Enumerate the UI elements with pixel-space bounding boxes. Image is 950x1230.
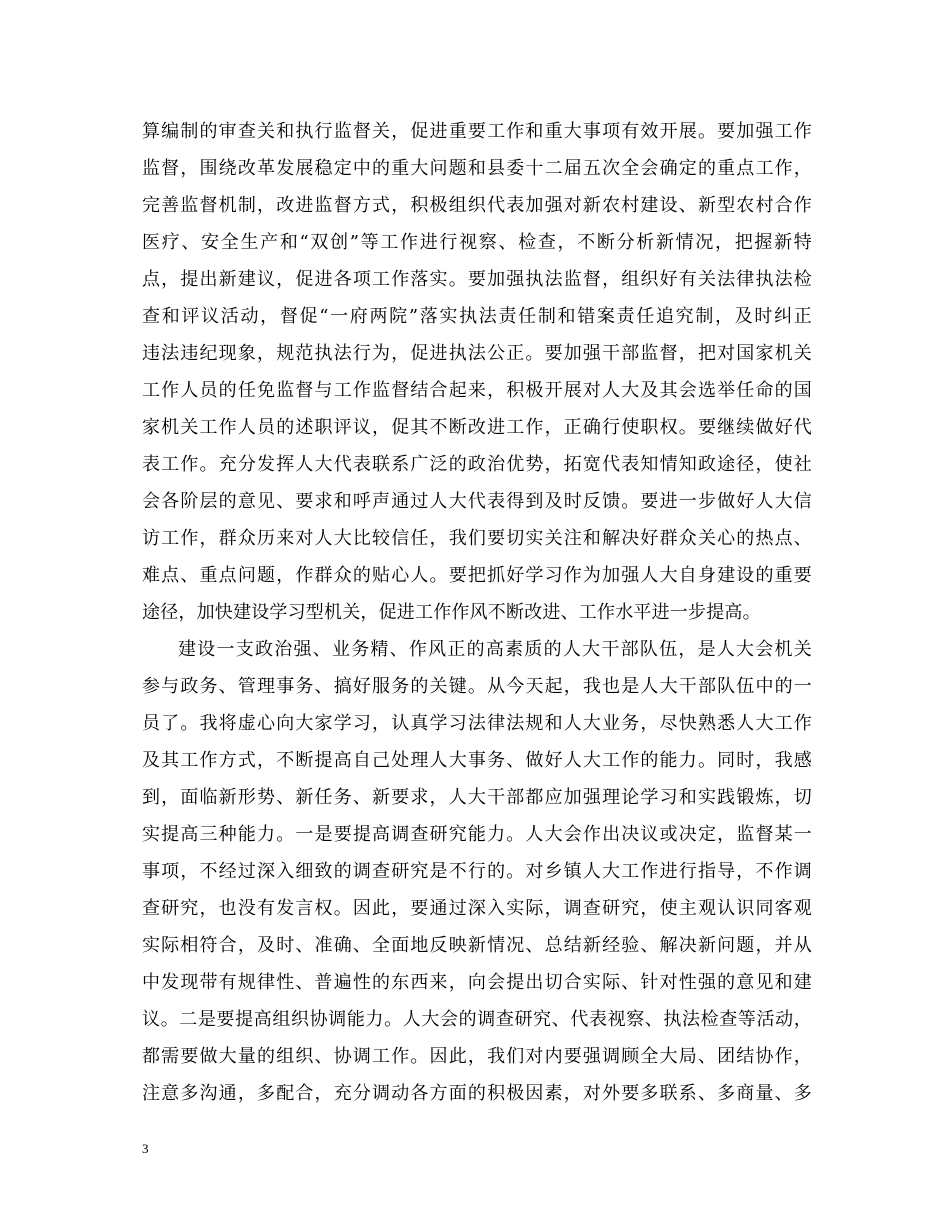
- text-line: 监督，围绕改革发展稳定中的重大问题和县委十二届五次全会确定的重点工作，: [142, 158, 812, 179]
- text-line: 家机关工作人员的述职评议，促其不断改进工作，正确行使职权。要继续做好代: [142, 417, 812, 438]
- page-number: 3: [142, 1141, 149, 1156]
- text-line: 途径，加快建设学习型机关，促进工作作风不断改进、工作水平进一步提高。: [142, 602, 761, 623]
- text-line: 查和评议活动，督促“一府两院”落实执法责任制和错案责任追究制，及时纠正: [142, 306, 812, 327]
- text-line: 违法违纪现象，规范执法行为，促进执法公正。要加强干部监督，把对国家机关: [142, 343, 812, 364]
- text-line: 注意多沟通，多配合，充分调动各方面的积极因素，对外要多联系、多商量、多: [142, 1083, 812, 1104]
- paragraph-first-line: 建设一支政治强、业务精、作风正的高素质的人大干部队伍，是人大会机关: [178, 639, 812, 660]
- text-line: 到，面临新形势、新任务、新要求，人大干部都应加强理论学习和实践锻炼，切: [142, 787, 812, 808]
- text-line: 难点、重点问题，作群众的贴心人。要把抓好学习作为加强人大自身建设的重要: [142, 565, 812, 586]
- body-text: [142, 113, 812, 1112]
- text-line: 点，提出新建议，促进各项工作落实。要加强执法监督，组织好有关法律执法检: [142, 269, 812, 290]
- text-line: 事项，不经过深入细致的调查研究是不行的。对乡镇人大工作进行指导，不作调: [142, 861, 812, 882]
- text-line: 访工作，群众历来对人大比较信任，我们要切实关注和解决好群众关心的热点、: [142, 528, 812, 549]
- text-line: 中发现带有规律性、普遍性的东西来，向会提出切合实际、针对性强的意见和建: [142, 972, 812, 993]
- text-line: 表工作。充分发挥人大代表联系广泛的政治优势，拓宽代表知情知政途径，使社: [142, 454, 812, 475]
- text-line: 实提高三种能力。一是要提高调查研究能力。人大会作出决议或决定，监督某一: [142, 824, 812, 845]
- text-line: 会各阶层的意见、要求和呼声通过人大代表得到及时反馈。要进一步做好人大信: [142, 491, 812, 512]
- text-line: 工作人员的任免监督与工作监督结合起来，积极开展对人大及其会选举任命的国: [142, 380, 812, 401]
- text-line: 参与政务、管理事务、搞好服务的关键。从今天起，我也是人大干部队伍中的一: [142, 676, 812, 697]
- text-line: 都需要做大量的组织、协调工作。因此，我们对内要强调顾全大局、团结协作，: [142, 1046, 812, 1067]
- text-line: 员了。我将虚心向大家学习，认真学习法律法规和人大业务，尽快熟悉人大工作: [142, 713, 812, 734]
- text-line: 议。二是要提高组织协调能力。人大会的调查研究、代表视察、执法检查等活动，: [142, 1009, 812, 1030]
- text-line: 算编制的审查关和执行监督关，促进重要工作和重大事项有效开展。要加强工作: [142, 121, 812, 142]
- text-line: 实际相符合，及时、准确、全面地反映新情况、总结新经验、解决新问题，并从: [142, 935, 812, 956]
- text-line: 及其工作方式，不断提高自己处理人大事务、做好人大工作的能力。同时，我感: [142, 750, 812, 771]
- text-line: 完善监督机制，改进监督方式，积极组织代表加强对新农村建设、新型农村合作: [142, 195, 812, 216]
- text-line: 医疗、安全生产和“双创”等工作进行视察、检查，不断分析新情况，把握新特: [142, 232, 812, 253]
- text-line: 查研究，也没有发言权。因此，要通过深入实际，调查研究，使主观认识同客观: [142, 898, 812, 919]
